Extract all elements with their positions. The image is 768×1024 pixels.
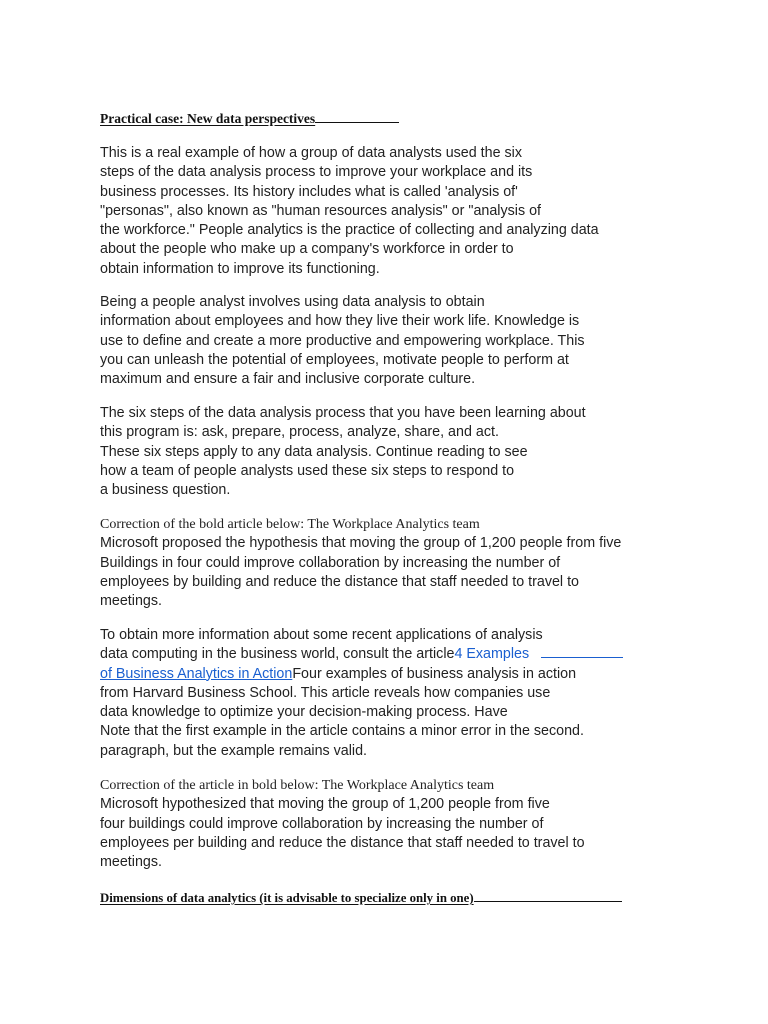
text-line: Being a people analyst involves using data analysis to obtain [100,294,485,310]
paragraph-intro [100,144,599,279]
text-line: the workforce." People analytics is the practice of collecting and analyzing data [100,222,599,239]
text-line: This is a real example of how a group of data analysts used the six [100,145,522,161]
text-line: a business question. [100,482,231,499]
text-line: you can unleash the potential of employees, motivate people to perform at [100,351,569,368]
text-line: four buildings could improve collaboration by increasing the number of [100,815,544,832]
text-line: meetings. [100,854,162,871]
text-line: steps of the data analysis process to improve your workplace and its [100,164,533,181]
heading-dimensions-text: Dimensions of data analytics (it is advisable to specialize only in one) [100,891,474,905]
text-line: employees per building and reduce the distance that staff needed to travel to [100,834,585,851]
text-line: business processes. Its history includes what is called 'analysis of' [100,183,518,200]
text-line: Buildings in four could improve collaboration by increasing the number of [100,554,561,571]
text-segment: Four examples of business analysis in action [292,665,577,682]
heading-dimensions [100,891,622,906]
text-line: obtain information to improve its functioning. [100,260,380,277]
text-line: use to define and create a more productive and empowering workplace. This [100,332,585,349]
text-line: paragraph, but the example remains valid. [100,742,368,759]
text-line: These six steps apply to any data analysis. Continue reading to see [100,443,528,460]
correction-note: Correction of the article in bold below: The Workplace Analytics team [100,778,495,793]
text-line-with-link [100,665,623,684]
text-line: maximum and ensure a fair and inclusive corporate culture. [100,371,476,388]
text-line: Microsoft proposed the hypothesis that moving the group of 1,200 people from five [100,535,622,552]
paragraph-people-analyst [100,293,585,389]
article-link-part-1[interactable]: 4 Examples [454,646,530,663]
text-line: Note that the first example in the article contains a minor error in the second. [100,723,584,740]
text-line: To obtain more information about some recent applications of analysis [100,627,543,643]
text-line: "personas", also known as "human resources analysis" or "analysis of [100,202,541,219]
text-line: meetings. [100,593,162,610]
heading-underline-rule [474,900,622,902]
paragraph-six-steps [100,404,586,500]
link-underline-rule [541,656,623,658]
heading-practical-case-text: Practical case: New data perspectives [100,111,316,126]
text-line: Microsoft hypothesized that moving the group of 1,200 people from five [100,796,550,813]
text-line: how a team of people analysts used these six steps to respond to [100,462,515,479]
heading-underline-rule [315,121,399,123]
text-line: The six steps of the data analysis process that you have been learning about [100,405,586,421]
paragraph-correction-1 [100,515,621,611]
text-line: employees by building and reduce the distance that staff needed to travel to [100,573,580,590]
article-link-part-2[interactable]: of Business Analytics in Action [100,665,293,682]
text-line: information about employees and how they live their work life. Knowledge is [100,313,580,330]
paragraph-correction-2 [100,776,585,872]
text-line: this program is: ask, prepare, process, analyze, share, and act. [100,424,499,441]
paragraph-more-info [100,626,623,761]
text-segment: data computing in the business world, consult the article [100,646,455,663]
heading-practical-case [100,111,399,127]
text-line-with-link [100,645,623,664]
correction-note: Correction of the bold article below: The Workplace Analytics team [100,517,480,532]
text-line: about the people who make up a company's workforce in order to [100,241,514,258]
text-line: from Harvard Business School. This article reveals how companies use [100,684,551,701]
text-line: data knowledge to optimize your decision-making process. Have [100,704,508,721]
